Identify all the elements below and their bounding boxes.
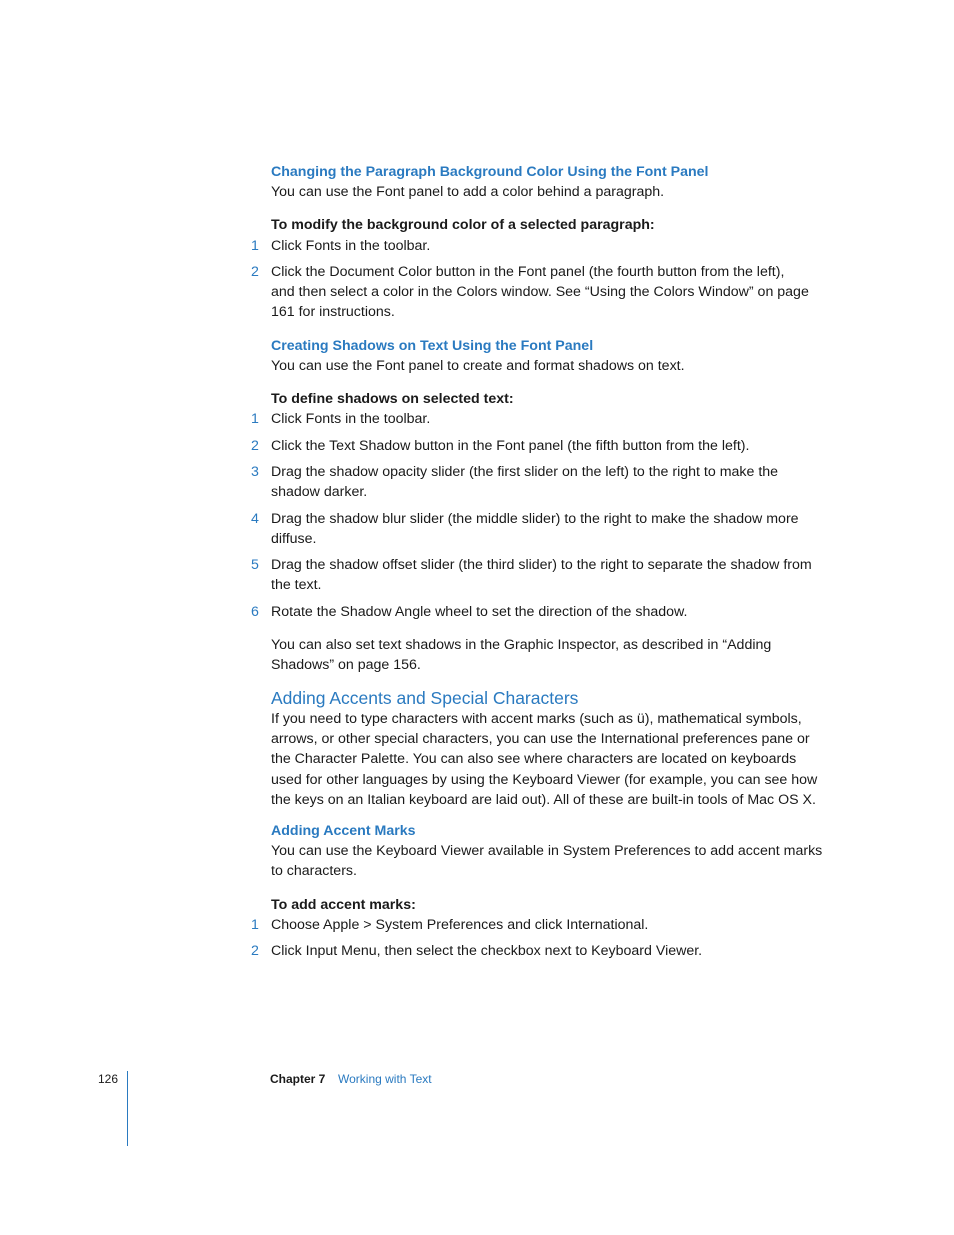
task-heading: To define shadows on selected text: (271, 391, 514, 408)
step-text: Click Fonts in the toolbar. (271, 411, 431, 428)
section-heading-shadows: Creating Shadows on Text Using the Font Panel (271, 337, 594, 354)
section-intro: You can use the Font panel to create and format shadows on text. (271, 357, 685, 374)
step-text: Click the Text Shadow button in the Font panel (the fifth button from the left). (271, 437, 750, 454)
section-heading-background-color: Changing the Paragraph Background Color Using the Font Panel (271, 164, 709, 180)
section-intro: You can use the Keyboard Viewer available in System Preferences to add accent marks to characters. (271, 843, 823, 880)
step-item (251, 555, 827, 596)
section-heading-accent-marks: Adding Accent Marks (271, 823, 416, 840)
step-item (251, 602, 827, 622)
step-text: Click Input Menu, then select the checkbox next to Keyboard Viewer. (271, 943, 703, 960)
step-item (251, 462, 827, 503)
step-number: 2 (251, 263, 259, 280)
step-number: 1 (251, 411, 259, 428)
step-item (251, 509, 827, 550)
shadow-note: You can also set text shadows in the Graphic Inspector, as described in “Adding Shadows” on page 156. (271, 637, 772, 674)
page-content (251, 162, 827, 962)
step-item (251, 262, 811, 323)
step-number: 3 (251, 463, 259, 480)
footer-divider (127, 1071, 128, 1146)
step-item (251, 941, 827, 961)
task-heading: To add accent marks: (271, 896, 416, 913)
section-intro: You can use the Font panel to add a color behind a paragraph. (271, 184, 665, 200)
steps-list (251, 236, 827, 323)
step-text: Click the Document Color button in the Font panel (the fourth button from the left), and then select a color in the Colors window. See “Using the Colors Window” on page 161 for instructions. (271, 263, 809, 321)
step-text: Click Fonts in the toolbar. (271, 237, 431, 254)
step-number: 1 (251, 237, 259, 254)
step-number: 4 (251, 510, 259, 527)
section-heading-accents: Adding Accents and Special Characters (271, 687, 579, 708)
step-number: 5 (251, 557, 259, 574)
step-item (251, 436, 827, 456)
step-text: Drag the shadow offset slider (the third slider) to the right to separate the shadow from the text. (271, 557, 812, 594)
step-text: Drag the shadow blur slider (the middle slider) to the right to make the shadow more diffuse. (271, 510, 799, 547)
step-number: 2 (251, 437, 259, 454)
step-item (251, 236, 827, 256)
step-item (251, 915, 827, 935)
steps-list (251, 409, 827, 622)
step-number: 6 (251, 603, 259, 620)
steps-list (251, 915, 827, 962)
step-item (251, 409, 827, 429)
step-text: Choose Apple > System Preferences and click International. (271, 917, 649, 934)
page-number: 126 (98, 1072, 119, 1086)
section-intro: If you need to type characters with accent marks (such as ü), mathematical symbols, arrows, or other special characters, you can use the International preferences pane or the Character Palette. You can also see where characters are located on keyboards used for other languages by using the Keyboard Viewer (for example, you can see how the keys on an Italian keyboard are laid out). All of these are built-in tools of Mac OS X. (271, 710, 818, 808)
task-heading: To modify the background color of a selected paragraph: (271, 217, 655, 234)
step-text: Drag the shadow opacity slider (the first slider on the left) to the right to make the shadow darker. (271, 463, 779, 501)
footer-chapter-label: Chapter 7 (270, 1072, 326, 1086)
step-number: 1 (251, 917, 259, 934)
step-text: Rotate the Shadow Angle wheel to set the direction of the shadow. (271, 603, 688, 620)
footer-chapter-title: Working with Text (338, 1072, 432, 1086)
step-number: 2 (251, 943, 259, 960)
